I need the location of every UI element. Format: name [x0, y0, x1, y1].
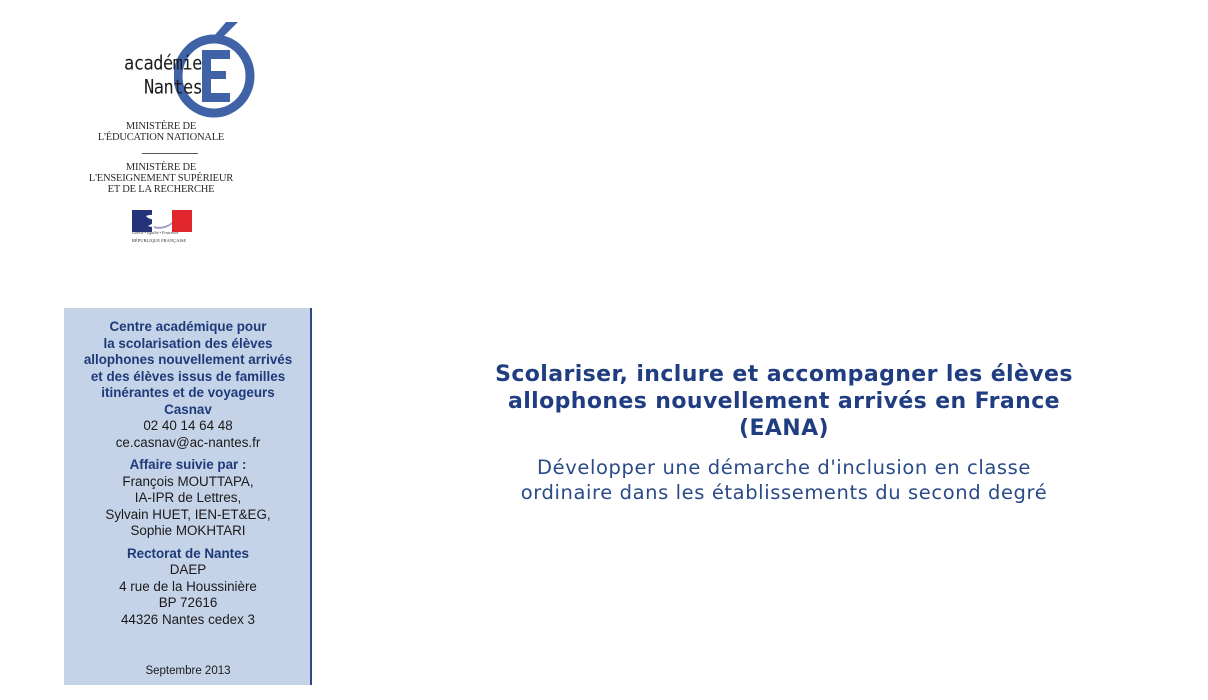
marianne-republic-label: RÉPUBLIQUE FRANÇAISE	[132, 238, 187, 243]
marianne-logo	[132, 210, 192, 243]
rectorat-heading: Rectorat de Nantes	[126, 545, 250, 561]
center-title-line-1: Centre académique pour	[109, 319, 267, 334]
marianne-motto: Liberté • Égalité • Fraternité	[132, 230, 179, 235]
subtitle-line-1: Développer une démarche d'inclusion en classe	[537, 456, 1031, 479]
ministry-higher-line-1: MINISTÈRE DE	[125, 162, 197, 173]
ministry-higher-line-3: ET DE LA RECHERCHE	[107, 184, 215, 195]
casnav-phone: 02 40 14 64 48	[143, 418, 233, 433]
title-line-1: Scolariser, inclure et accompagner les élèves	[495, 362, 1073, 387]
casnav-email: ce.casnav@ac-nantes.fr	[115, 434, 261, 450]
followed-by-line-2: IA-IPR de Lettres,	[134, 490, 242, 505]
title-line-3: (EANA)	[738, 416, 829, 441]
republique-francaise-flag-icon	[132, 210, 192, 232]
center-title-line-5: itinérantes et de voyageurs	[101, 385, 275, 400]
ministry-higher-line-2: L'ENSEIGNEMENT SUPÉRIEUR	[88, 173, 234, 184]
rectorat-address-line-1: DAEP	[169, 562, 207, 577]
center-title-line-4: et des élèves issus de familles	[90, 368, 286, 384]
center-title-line-3: allophones nouvellement arrivés	[83, 352, 293, 367]
document-date: Septembre 2013	[145, 665, 231, 677]
followed-by-heading: Affaire suivie par :	[129, 457, 247, 472]
followed-by-line-1: François MOUTTAPA,	[122, 473, 254, 489]
ministry-education-label	[70, 121, 252, 143]
center-title-line-6: Casnav	[164, 401, 212, 417]
ministry-education-line-1: MINISTÈRE DE	[125, 121, 197, 132]
followed-by-line-3: Sylvain HUET, IEN-ET&EG,	[105, 506, 271, 522]
followed-by-line-4: Sophie MOKHTARI	[130, 523, 246, 538]
rectorat-address-line-3: BP 72616	[158, 595, 218, 610]
logo-word-nantes: Nantes	[144, 76, 203, 99]
rectorat-address-line-4: 44326 Nantes cedex 3	[120, 611, 255, 627]
ministry-divider	[142, 153, 198, 154]
center-title-line-2: la scolarisation des élèves	[103, 335, 273, 351]
logo-word-academie: académie	[124, 52, 202, 75]
document-subtitle	[404, 455, 1164, 505]
ministry-higher-education-label	[70, 162, 252, 195]
academie-nantes-logo	[118, 20, 258, 118]
title-line-2: allophones nouvellement arrivés en France	[508, 389, 1060, 414]
ministry-education-line-2: L'ÉDUCATION NATIONALE	[97, 132, 225, 143]
rectorat-address-line-2: 4 rue de la Houssinière	[119, 578, 257, 594]
casnav-info-panel	[64, 308, 312, 685]
document-title	[404, 361, 1164, 442]
subtitle-line-2: ordinaire dans les établissements du second degré	[520, 481, 1048, 504]
